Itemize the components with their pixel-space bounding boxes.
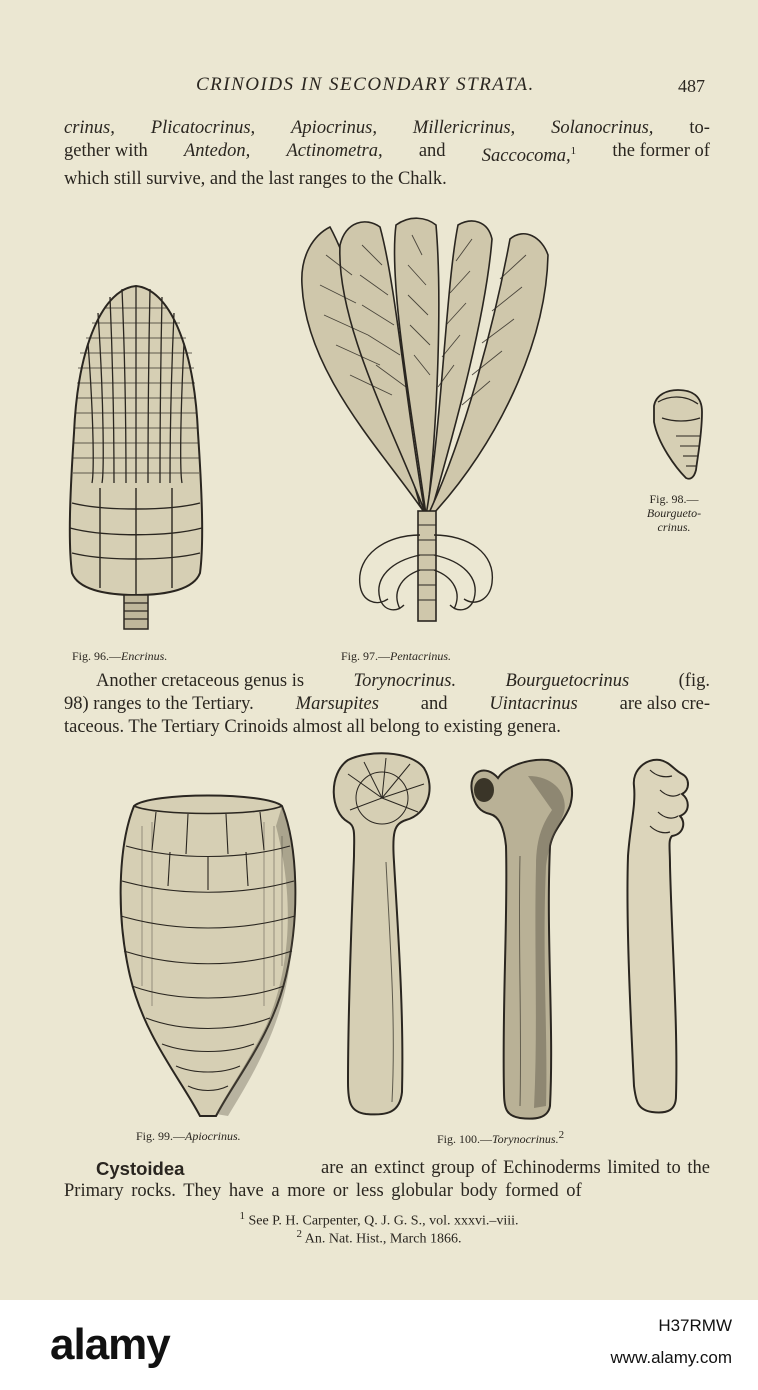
genus-name: Millericrinus, <box>412 118 516 138</box>
genus-name: Antedon, <box>183 141 251 161</box>
genus-name: Apiocrinus, <box>291 118 377 138</box>
running-title: CRINOIDS IN SECONDARY STRATA. <box>196 74 535 95</box>
text-run: are also cre- <box>619 694 710 714</box>
footnote-text: See P. H. Carpenter, Q. J. G. S., vol. xxxvi.–viii. <box>248 1213 519 1229</box>
genus-name: Plicatocrinus, <box>150 118 256 138</box>
paragraph-line: Primary rocks. They have a more or less globular body formed of <box>64 1181 582 1201</box>
paragraph-line <box>64 140 710 168</box>
paragraph-tertiary <box>64 670 710 739</box>
genus-name: Saccocoma, <box>481 146 571 167</box>
caption-fig-97 <box>341 649 451 664</box>
text-run: the former of <box>612 141 710 161</box>
paragraph-cystoidea <box>64 1157 710 1203</box>
alamy-logo: alamy <box>50 1320 170 1369</box>
figure-number: Fig. 99.— <box>136 1129 186 1143</box>
watermark-strip <box>0 1300 758 1390</box>
text-run: and <box>418 141 446 161</box>
torynocrinus-view-3 <box>620 756 694 1116</box>
figure-number: Fig. 96.— <box>72 649 122 663</box>
genus-name: Uintacrinus <box>489 694 578 714</box>
paragraph-line <box>64 1157 710 1180</box>
paragraph-line: taceous. The Tertiary Crinoids almost all belong to existing genera. <box>64 717 561 737</box>
genus-name: crinus, <box>64 118 115 138</box>
figure-name: Bourgueto- <box>646 506 702 520</box>
caption-fig-99 <box>136 1129 241 1144</box>
page-header <box>0 74 758 104</box>
apiocrinus-illustration <box>116 786 300 1120</box>
caption-fig-100 <box>437 1129 564 1147</box>
text-run: to- <box>689 118 710 138</box>
stock-image-id: H37RMW <box>658 1316 732 1335</box>
torynocrinus-view-2 <box>464 756 576 1120</box>
figure-number: Fig. 98.— <box>649 492 699 506</box>
footnote-ref: 2 <box>558 1129 565 1141</box>
genus-name: Actinometra, <box>286 141 383 161</box>
figure-name: Encrinus. <box>121 649 168 663</box>
figure-name: Torynocrinus. <box>492 1132 559 1146</box>
genus-name: Marsupites <box>295 694 379 714</box>
paragraph-line <box>64 670 710 693</box>
figure-number: Fig. 97.— <box>341 649 391 663</box>
text-run: Another cretaceous genus is <box>96 671 305 691</box>
genus-with-footnote <box>482 140 576 168</box>
genus-name: Solanocrinus, <box>551 118 654 138</box>
figure-name: Pentacrinus. <box>390 649 452 663</box>
paragraph-line <box>64 117 710 140</box>
footnote-2 <box>0 1228 758 1248</box>
footnote-marker: 2 <box>296 1228 303 1240</box>
encrinus-illustration <box>64 283 208 633</box>
pentacrinus-illustration <box>296 215 556 633</box>
footnote-marker: 1 <box>239 1210 245 1222</box>
genus-name: Torynocrinus. <box>353 671 457 691</box>
text-run: (fig. <box>678 671 710 691</box>
figure-number: Fig. 100.— <box>437 1132 493 1146</box>
caption-fig-98 <box>640 492 708 534</box>
text-run: and <box>420 694 448 714</box>
footnote-text: An. Nat. Hist., March 1866. <box>304 1231 462 1247</box>
text-run: 98) ranges to the Tertiary. <box>64 694 254 714</box>
bourguetocrinus-illustration <box>648 388 708 482</box>
genus-name: Bourguetocrinus <box>505 671 630 691</box>
footnote-1 <box>0 1210 758 1230</box>
caption-fig-96 <box>72 649 167 664</box>
paragraph-line <box>64 693 710 716</box>
figure-name: Apiocrinus. <box>185 1129 241 1143</box>
footnote-ref: 1 <box>570 145 577 157</box>
site-url: www.alamy.com <box>610 1348 732 1367</box>
page-number: 487 <box>678 76 705 96</box>
paragraph-intro <box>64 117 710 191</box>
term-heading: Cystoidea <box>96 1158 185 1179</box>
text-run: are an extinct group of Echinoderms limited to the <box>321 1158 710 1178</box>
figure-name: crinus. <box>657 520 691 534</box>
text-run: gether with <box>64 141 148 161</box>
torynocrinus-view-1 <box>326 752 434 1120</box>
paragraph-line: which still survive, and the last ranges to the Chalk. <box>64 169 447 190</box>
